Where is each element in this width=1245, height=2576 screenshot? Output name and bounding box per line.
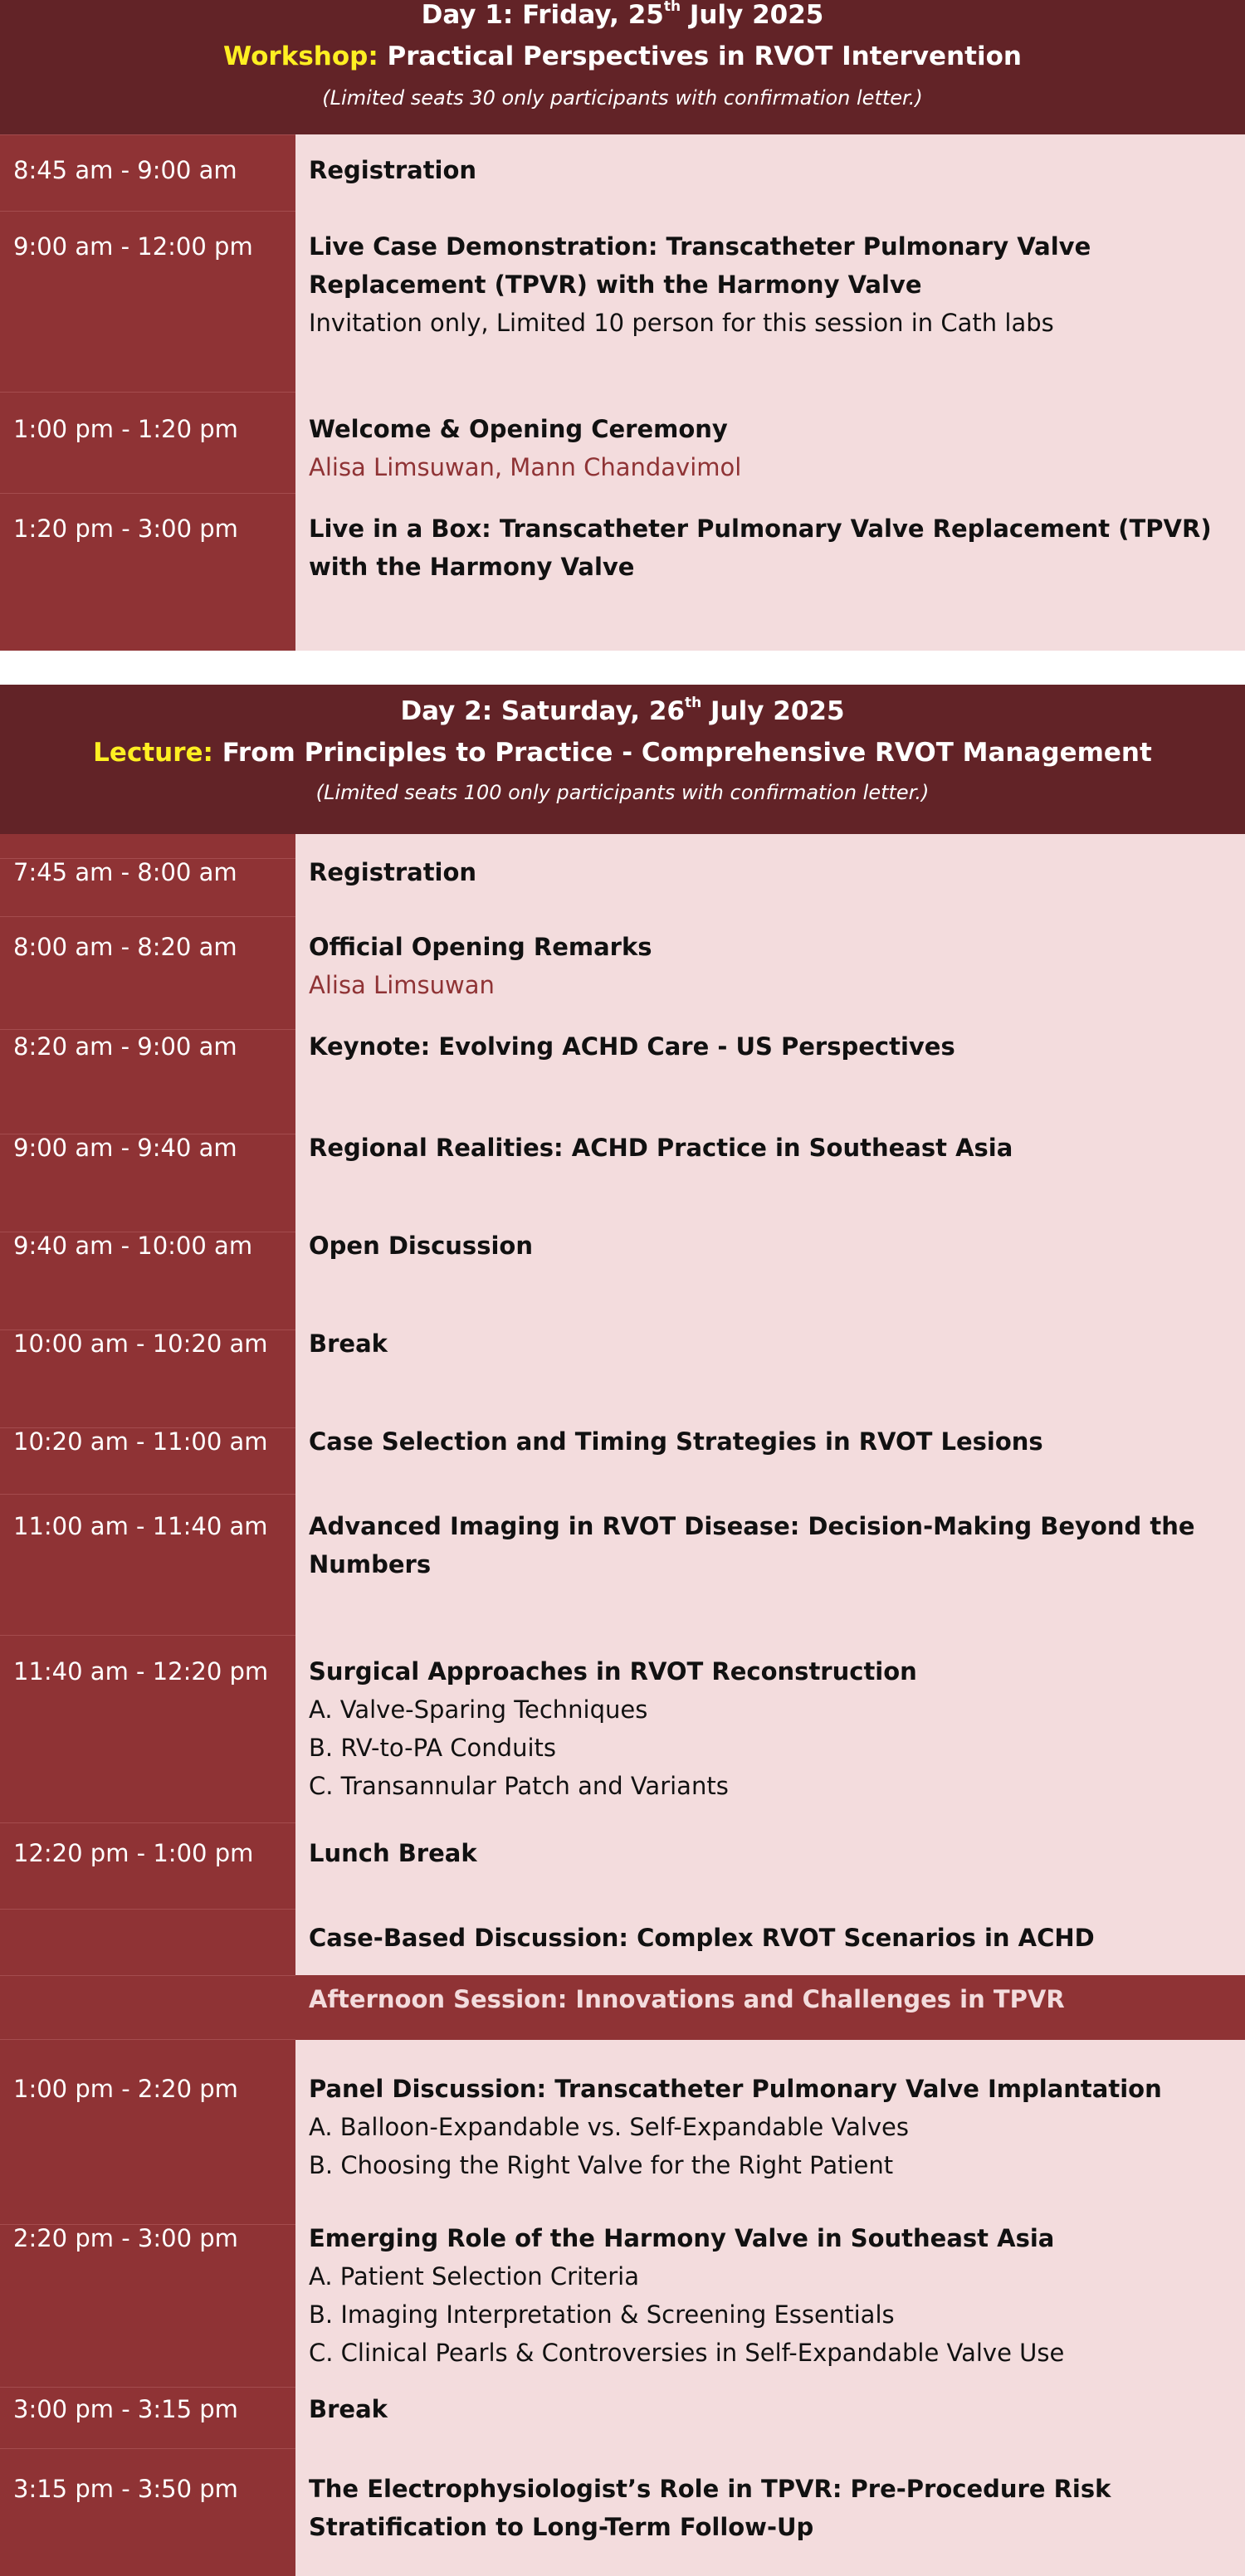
session-content	[309, 2470, 1237, 2546]
session-content	[309, 1129, 1237, 1167]
session-title: Registration	[309, 858, 477, 886]
session-title: Lunch Break	[309, 1839, 477, 1867]
session-content	[309, 1652, 1237, 1805]
session-title: Case Selection and Timing Strategies in RVOT Lesions	[309, 1427, 1043, 1456]
afternoon-session-title: Afternoon Session: Innovations and Challenges in TPVR	[309, 1985, 1065, 2013]
session-title: Official Opening Remarks	[309, 933, 652, 961]
day1-title	[0, 0, 1245, 30]
session-title: Break	[309, 1329, 388, 1358]
day2-date: Day 2: Saturday, 26	[400, 696, 685, 726]
session-title: The Electrophysiologist’s Role in TPVR: Pre-Procedure Risk Stratification to Long-Term Follow-Up	[309, 2475, 1111, 2541]
session-content	[309, 2070, 1237, 2184]
session-time: 9:40 am - 10:00 am	[13, 1232, 253, 1260]
row-divider	[0, 134, 295, 135]
session-title: Advanced Imaging in RVOT Disease: Decision-Making Beyond the Numbers	[309, 1512, 1195, 1578]
session-time: 8:00 am - 8:20 am	[13, 933, 237, 961]
session-title: Surgical Approaches in RVOT Reconstruction	[309, 1657, 917, 1686]
session-content	[309, 1027, 1237, 1066]
session-time: 8:45 am - 9:00 am	[13, 156, 237, 184]
row-divider	[0, 2039, 295, 2040]
session-speaker: Alisa Limsuwan	[309, 971, 495, 999]
session-speaker: Alisa Limsuwan, Mann Chandavimol	[309, 453, 742, 481]
row-divider	[0, 392, 295, 393]
day1-time-column	[0, 134, 295, 651]
row-divider	[0, 916, 295, 917]
session-title: Case-Based Discussion: Complex RVOT Scenarios in ACHD	[309, 1924, 1095, 1952]
day1-note: (Limited seats 30 only participants with confirmation letter.)	[322, 86, 923, 110]
row-divider	[0, 1822, 295, 1823]
session-title: Panel Discussion: Transcatheter Pulmonary Valve Implantation	[309, 2075, 1162, 2103]
row-divider	[0, 1975, 295, 1976]
session-title: Emerging Role of the Harmony Valve in Southeast Asia	[309, 2224, 1055, 2252]
session-time: 1:00 pm - 1:20 pm	[13, 415, 238, 443]
session-title: Welcome & Opening Ceremony	[309, 415, 728, 443]
session-time: 11:40 am - 12:20 pm	[13, 1657, 269, 1686]
day2-time-column	[0, 834, 295, 2576]
session-time: 7:45 am - 8:00 am	[13, 858, 237, 886]
session-title: Open Discussion	[309, 1232, 533, 1260]
session-subitem: A. Balloon-Expandable vs. Self-Expandable Valves	[309, 2113, 910, 2141]
day2-title	[0, 696, 1245, 726]
session-time: 8:20 am - 9:00 am	[13, 1032, 237, 1061]
day1-subtitle	[0, 41, 1245, 71]
session-time: 1:20 pm - 3:00 pm	[13, 515, 238, 543]
session-content	[309, 1422, 1237, 1461]
session-content	[309, 1325, 1237, 1363]
session-content	[309, 928, 1237, 1004]
session-content	[309, 227, 1237, 342]
day1-date-sup: th	[663, 0, 681, 15]
session-title: Regional Realities: ACHD Practice in Southeast Asia	[309, 1134, 1013, 1162]
session-time: 1:00 pm - 2:20 pm	[13, 2075, 238, 2103]
session-subitem: A. Valve-Sparing Techniques	[309, 1695, 648, 1724]
day1-kind: Workshop:	[223, 41, 378, 71]
session-content	[309, 151, 1237, 189]
session-content	[309, 1227, 1237, 1265]
afternoon-row	[0, 1975, 1245, 2040]
session-subitem: B. Choosing the Right Valve for the Right Patient	[309, 2151, 894, 2179]
day2-kind: Lecture:	[93, 738, 213, 768]
session-title: Live Case Demonstration: Transcatheter Pulmonary Valve Replacement (TPVR) with the Harmony Valve	[309, 232, 1091, 299]
row-divider	[0, 1635, 295, 1636]
day1-header	[0, 0, 1245, 134]
session-time: 9:00 am - 12:00 pm	[13, 232, 253, 261]
day2-header	[0, 685, 1245, 834]
session-content	[309, 2390, 1237, 2428]
session-title: Break	[309, 2395, 388, 2423]
session-time: 2:20 pm - 3:00 pm	[13, 2224, 238, 2252]
row-divider	[0, 1909, 295, 1910]
session-content	[309, 1834, 1237, 1872]
session-time: 10:20 am - 11:00 am	[13, 1427, 268, 1456]
session-subitem: C. Clinical Pearls & Controversies in Self-Expandable Valve Use	[309, 2339, 1065, 2367]
day2-subtitle-text: From Principles to Practice - Comprehensive RVOT Management	[212, 738, 1152, 768]
session-content	[309, 853, 1237, 891]
session-subitem: B. RV-to-PA Conduits	[309, 1734, 557, 1762]
session-note: Invitation only, Limited 10 person for this session in Cath labs	[309, 309, 1054, 337]
day2-subtitle	[0, 738, 1245, 768]
day1-subtitle-text: Practical Perspectives in RVOT Intervention	[378, 41, 1022, 71]
row-divider	[0, 2387, 295, 2388]
session-content	[309, 1507, 1237, 1583]
session-title: Live in a Box: Transcatheter Pulmonary Valve Replacement (TPVR) with the Harmony Valve	[309, 515, 1212, 581]
row-divider	[0, 1494, 295, 1495]
session-content	[309, 1919, 1237, 1957]
session-content	[309, 510, 1237, 586]
session-time: 10:00 am - 10:20 am	[13, 1329, 268, 1358]
session-title: Registration	[309, 156, 477, 184]
row-divider	[0, 2448, 295, 2449]
session-time: 9:00 am - 9:40 am	[13, 1134, 237, 1162]
session-time: 3:00 pm - 3:15 pm	[13, 2395, 238, 2423]
row-divider	[0, 211, 295, 212]
row-divider	[0, 493, 295, 494]
day1-date-suffix: July 2025	[681, 0, 824, 30]
session-title: Keynote: Evolving ACHD Care - US Perspectives	[309, 1032, 955, 1061]
session-content	[309, 410, 1237, 486]
row-divider	[0, 1029, 295, 1030]
day2-date-suffix: July 2025	[701, 696, 845, 726]
afternoon-session-band	[295, 1975, 1245, 2040]
session-subitem: C. Transannular Patch and Variants	[309, 1772, 729, 1800]
session-time: 12:20 pm - 1:00 pm	[13, 1839, 254, 1867]
session-subitem: A. Patient Selection Criteria	[309, 2262, 640, 2291]
day1-date: Day 1: Friday, 25	[421, 0, 664, 30]
session-time: 3:15 pm - 3:50 pm	[13, 2475, 238, 2503]
day2-note: (Limited seats 100 only participants with confirmation letter.)	[315, 781, 930, 804]
session-subitem: B. Imaging Interpretation & Screening Essentials	[309, 2300, 895, 2329]
session-content	[309, 2219, 1237, 2372]
day2-date-sup: th	[685, 695, 702, 711]
session-time: 11:00 am - 11:40 am	[13, 1512, 268, 1540]
